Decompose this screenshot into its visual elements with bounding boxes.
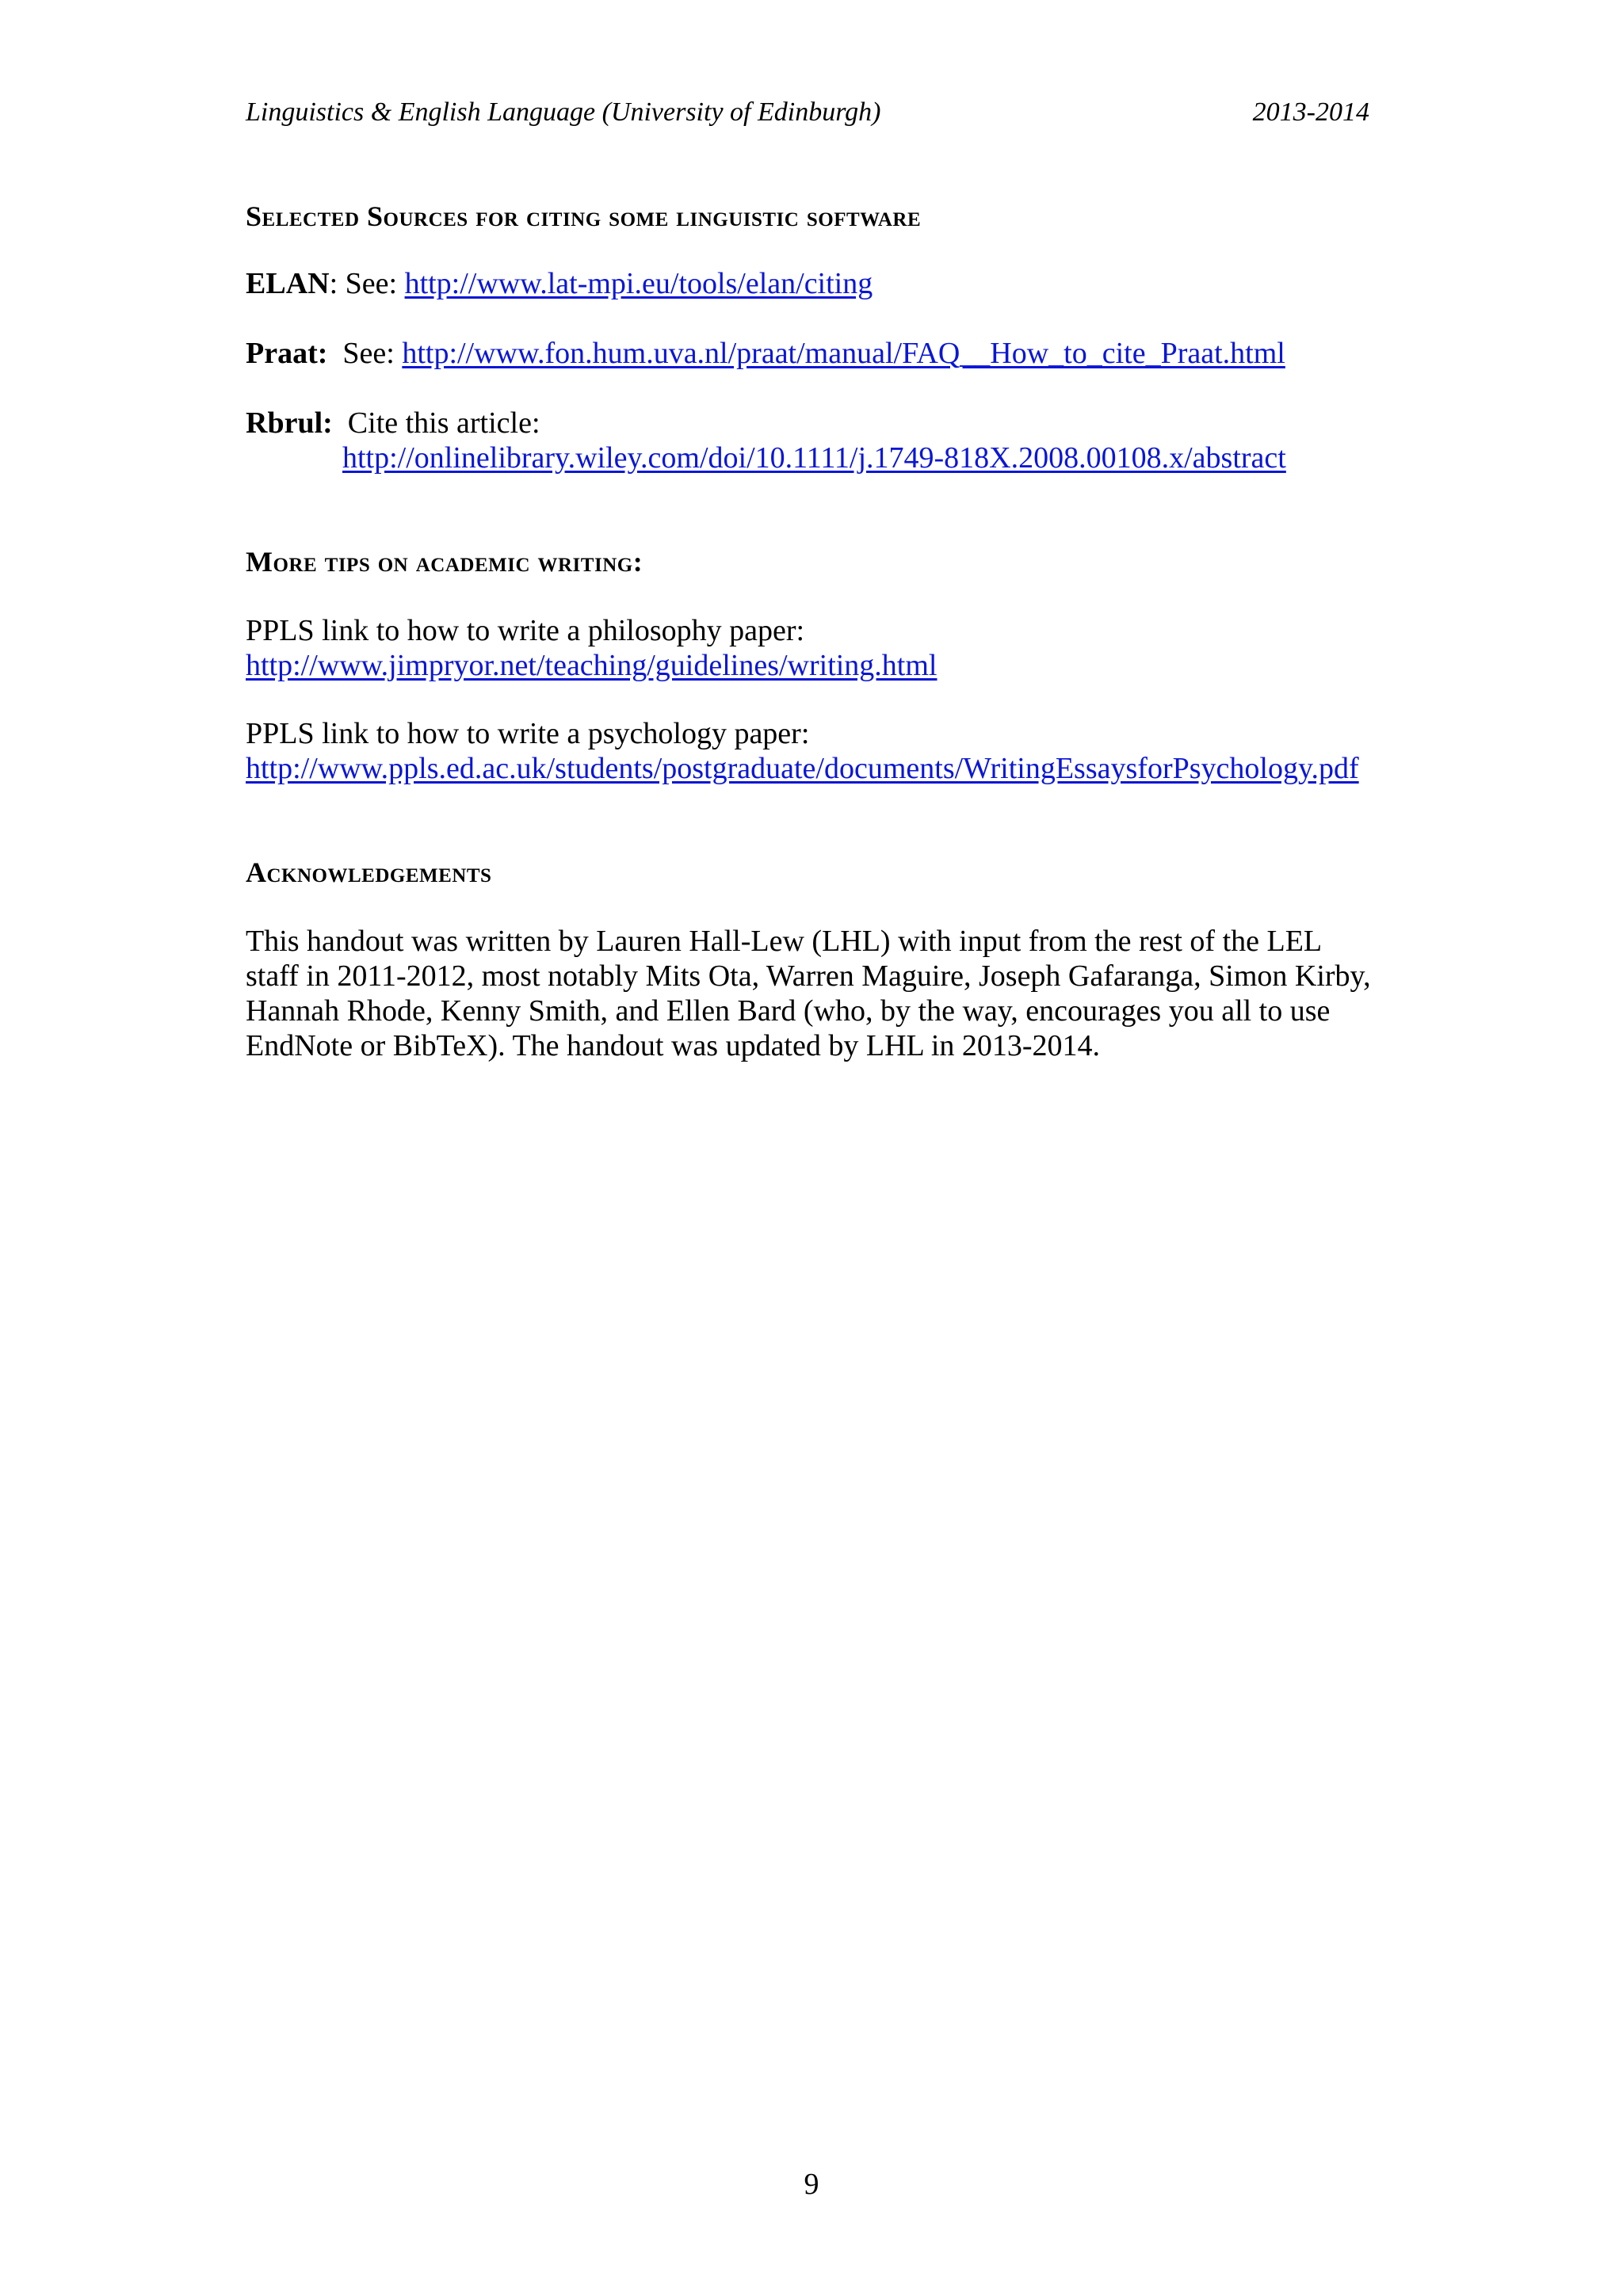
heading-software-sources: Selected Sources for citing some linguistic software [246, 200, 922, 232]
psychology-paper-link[interactable]: http://www.ppls.ed.ac.uk/students/postgraduate/documents/WritingEssaysforPsychology.pdf [246, 752, 1359, 785]
header-course: Linguistics & English Language (University of Edinburgh) [246, 97, 881, 127]
rbrul-url-line [342, 441, 1286, 475]
header-year: 2013-2014 [1252, 97, 1369, 127]
praat-citing-link[interactable]: http://www.fon.hum.uva.nl/praat/manual/FAQ__How_to_cite_Praat.html [402, 337, 1285, 370]
ack-line: This handout was written by Lauren Hall-Lew (LHL) with input from the rest of the LEL [246, 925, 1323, 958]
philosophy-url-line [246, 648, 937, 683]
philosophy-paper-link[interactable]: http://www.jimpryor.net/teaching/guidelines/writing.html [246, 649, 938, 682]
heading-academic-writing: More tips on academic writing: [246, 546, 643, 578]
psychology-url-line [246, 751, 1359, 786]
heading-acknowledgements: Acknowledgements [246, 856, 492, 888]
rbrul-line [246, 406, 540, 441]
praat-line [246, 336, 1285, 371]
elan-citing-link[interactable]: http://www.lat-mpi.eu/tools/elan/citing [404, 267, 873, 300]
ack-line: staff in 2011-2012, most notably Mits Ota, Warren Maguire, Joseph Gafaranga, Simon Kirby, [246, 959, 1371, 993]
rbrul-text: Cite this article: [347, 406, 540, 440]
philosophy-text: PPLS link to how to write a philosophy paper: [246, 614, 805, 647]
ack-line: EndNote or BibTeX). The handout was updated by LHL in 2013-2014. [246, 1029, 1101, 1062]
elan-line [246, 266, 873, 301]
psychology-text: PPLS link to how to write a psychology paper: [246, 717, 810, 750]
elan-prefix: : See: [329, 267, 405, 300]
praat-prefix: See: [342, 337, 403, 370]
running-header [246, 95, 1369, 130]
acknowledgements-paragraph [246, 924, 1387, 1063]
page-number: 9 [804, 2168, 819, 2201]
ack-line: Hannah Rhode, Kenny Smith, and Ellen Bard (who, by the way, encourages you all to use [246, 994, 1331, 1028]
rbrul-article-link[interactable]: http://onlinelibrary.wiley.com/doi/10.1111/j.1749-818X.2008.00108.x/abstract [342, 441, 1286, 475]
rbrul-label: Rbrul: [246, 406, 333, 440]
elan-label: ELAN [246, 267, 330, 300]
praat-label: Praat: [246, 337, 328, 370]
